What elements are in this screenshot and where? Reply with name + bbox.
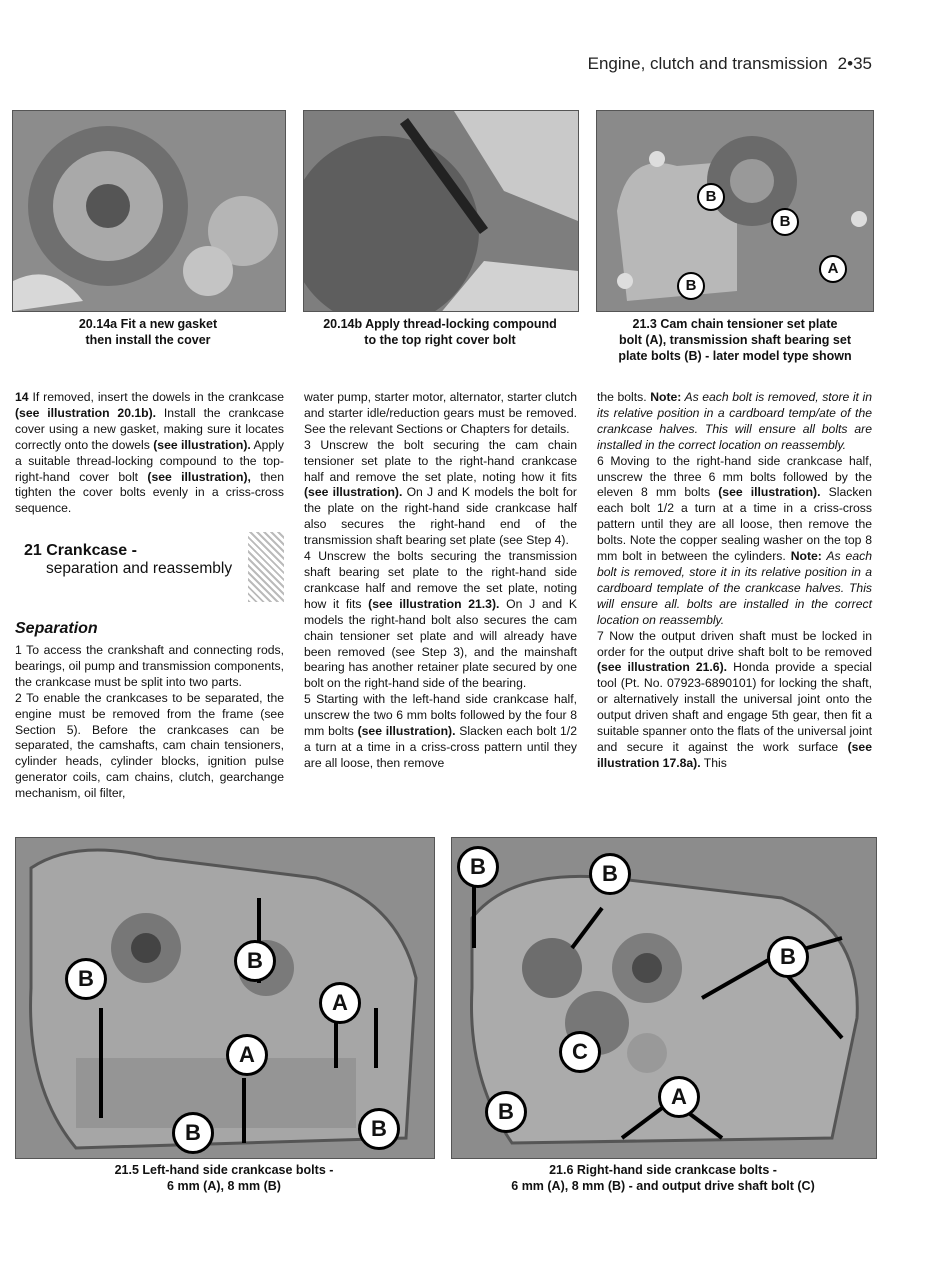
caption-21-6-line2: 6 mm (A), 8 mm (B) - and output drive shaft bolt (C) bbox=[511, 1179, 815, 1193]
paragraph-14: 14 If removed, insert the dowels in the crankcase (see illustration 20.1b). Install the crankcase cover using a new gasket, making sure it locates correctly onto the dowels (see illustration). Apply a suitable thread-locking compound to the top-right-hand cover bolt (see illustration), then tighten the cover bolts evenly in a criss-cross sequence. bbox=[15, 390, 284, 516]
label-b-9: B bbox=[589, 853, 631, 895]
caption-21-6-line1: 21.6 Right-hand side crankcase bolts - bbox=[549, 1163, 777, 1177]
photo-20-14a bbox=[12, 110, 286, 312]
paragraph-1: 1 To access the crankshaft and connecting rods, bearings, oil pump and transmission components, the crankcase must be split into two parts. bbox=[15, 643, 284, 689]
section-title-line2: separation and reassembly bbox=[46, 560, 233, 577]
photo-20-14a-image bbox=[13, 111, 285, 311]
caption-21-6 bbox=[451, 1162, 875, 1194]
caption-20-14a-line2: then install the cover bbox=[85, 333, 211, 347]
label-b-8: B bbox=[457, 846, 499, 888]
header-title: Engine, clutch and transmission bbox=[587, 54, 828, 73]
page-number: 2•35 bbox=[837, 54, 872, 73]
label-b-7: B bbox=[358, 1108, 400, 1150]
paragraph-6: 6 Moving to the right-hand side crankcase half, unscrew the three 6 mm bolts followed by the eleven 8 mm bolts (see illustration). Slacken each bolt 1/2 a turn at a time in a criss-cross pattern until they are all loose, then remove the bolts. Note the copper sealing washer on the top 8 mm bolt in between the cylinders. Note: As each bolt is removed, store it in its relative position in a cardboard template of the crankcase halves. This will ensure all. bolts are installed in the correct location on reassembly. bbox=[597, 453, 872, 627]
label-a-4: A bbox=[658, 1076, 700, 1118]
column-1-bottom bbox=[15, 643, 284, 802]
label-c-1: C bbox=[559, 1031, 601, 1073]
caption-21-5-line1: 21.5 Left-hand side crankcase bolts - bbox=[114, 1163, 334, 1177]
photo-20-14b bbox=[303, 110, 579, 312]
running-header bbox=[588, 54, 872, 74]
label-b-2: B bbox=[771, 208, 799, 236]
column-2 bbox=[304, 390, 577, 772]
photo-20-14b-image bbox=[304, 111, 578, 311]
caption-20-14a-line1: 20.14a Fit a new gasket bbox=[78, 317, 218, 331]
paragraph-2-cont: water pump, starter motor, alternator, starter clutch and starter idle/reduction gears must be removed. See the relevant Sections or Chapters for details. bbox=[304, 390, 577, 436]
paragraph-3: 3 Unscrew the bolt securing the cam chain tensioner set plate to the right-hand crankcase half and remove the set plate, noting how it fits (see illustration). On J and K models the bolt for the plate on the right-hand side crankcase half also secures the right-hand end of the transmission shaft bearing set plate (see Step 4). bbox=[304, 437, 577, 548]
caption-21-3-line3: plate bolts (B) - later model type shown bbox=[618, 349, 852, 363]
label-b-5: B bbox=[234, 940, 276, 982]
paragraph-5: 5 Starting with the left-hand side crankcase half, unscrew the two 6 mm bolts followed by the four 8 mm bolts (see illustration). Slacken each bolt 1/2 a turn at a time in a criss-cross pattern until they are all loose, then remove bbox=[304, 692, 577, 770]
column-3 bbox=[597, 390, 872, 772]
section-decoration bbox=[248, 532, 284, 602]
section-title-line1: Crankcase - bbox=[46, 542, 137, 559]
caption-21-5-line2: 6 mm (A), 8 mm (B) bbox=[167, 1179, 281, 1193]
photo-21-3 bbox=[596, 110, 874, 312]
label-a-1: A bbox=[819, 255, 847, 283]
label-b-6: B bbox=[172, 1112, 214, 1154]
caption-20-14b bbox=[303, 316, 577, 348]
paragraph-2: 2 To enable the crankcases to be separated, the engine must be removed from the frame (see Section 5). Before the crankcases can be separated, the camshafts, cam chain tensioners, cylinder heads, cylinder blocks, ignition pulse generator coils, cam chains, clutch, gearchange mechanism, oil filter, bbox=[15, 690, 284, 801]
caption-21-3-line2: bolt (A), transmission shaft bearing set bbox=[619, 333, 851, 347]
caption-20-14a bbox=[12, 316, 284, 348]
label-b-4: B bbox=[65, 958, 107, 1000]
label-b-11: B bbox=[485, 1091, 527, 1133]
photo-21-6 bbox=[451, 837, 877, 1159]
label-b-3: B bbox=[677, 272, 705, 300]
label-a-2: A bbox=[319, 982, 361, 1024]
photo-21-5 bbox=[15, 837, 435, 1159]
caption-21-3-line1: 21.3 Cam chain tensioner set plate bbox=[632, 317, 838, 331]
paragraph-7: 7 Now the output driven shaft must be locked in order for the output drive shaft bolt to be removed (see illustration 21.6). Honda provide a special tool (Pt. No. 07923-6890101) for locking the shaft, or alternatively install the universal joint onto the output driven shaft and engage 5th gear, then fit a suitable spanner onto the flats of the universal joint and secure it against the work surface (see illustration 17.8a). This bbox=[597, 628, 872, 770]
caption-21-3 bbox=[590, 316, 880, 364]
label-b-10: B bbox=[767, 936, 809, 978]
label-b-1: B bbox=[697, 183, 725, 211]
label-a-3: A bbox=[226, 1034, 268, 1076]
paragraph-4: 4 Unscrew the bolts securing the transmission shaft bearing set plate to the right-hand side crankcase half and remove the set plate, noting how it fits (see illustration 21.3). On J and K models the right-hand bolt also secures the cam chain tensioner set plate and will already have been removed (see Step 3), and the mainshaft bearing has another retainer plate secured by one bolt on the right-hand side of the bearing. bbox=[304, 549, 578, 691]
paragraph-5-cont: the bolts. Note: As each bolt is removed, store it in its relative position in a cardboard temp/ate of the crankcase halves. This will ensure all bolts are installed in the correct location on reassembly. bbox=[597, 390, 872, 452]
caption-21-5 bbox=[15, 1162, 433, 1194]
section-number: 21 bbox=[24, 542, 42, 559]
column-1-top bbox=[15, 390, 284, 517]
caption-20-14b-line2: to the top right cover bolt bbox=[364, 333, 516, 347]
subhead-separation: Separation bbox=[15, 620, 98, 637]
section-heading bbox=[24, 542, 232, 578]
caption-20-14b-line1: 20.14b Apply thread-locking compound bbox=[323, 317, 557, 331]
